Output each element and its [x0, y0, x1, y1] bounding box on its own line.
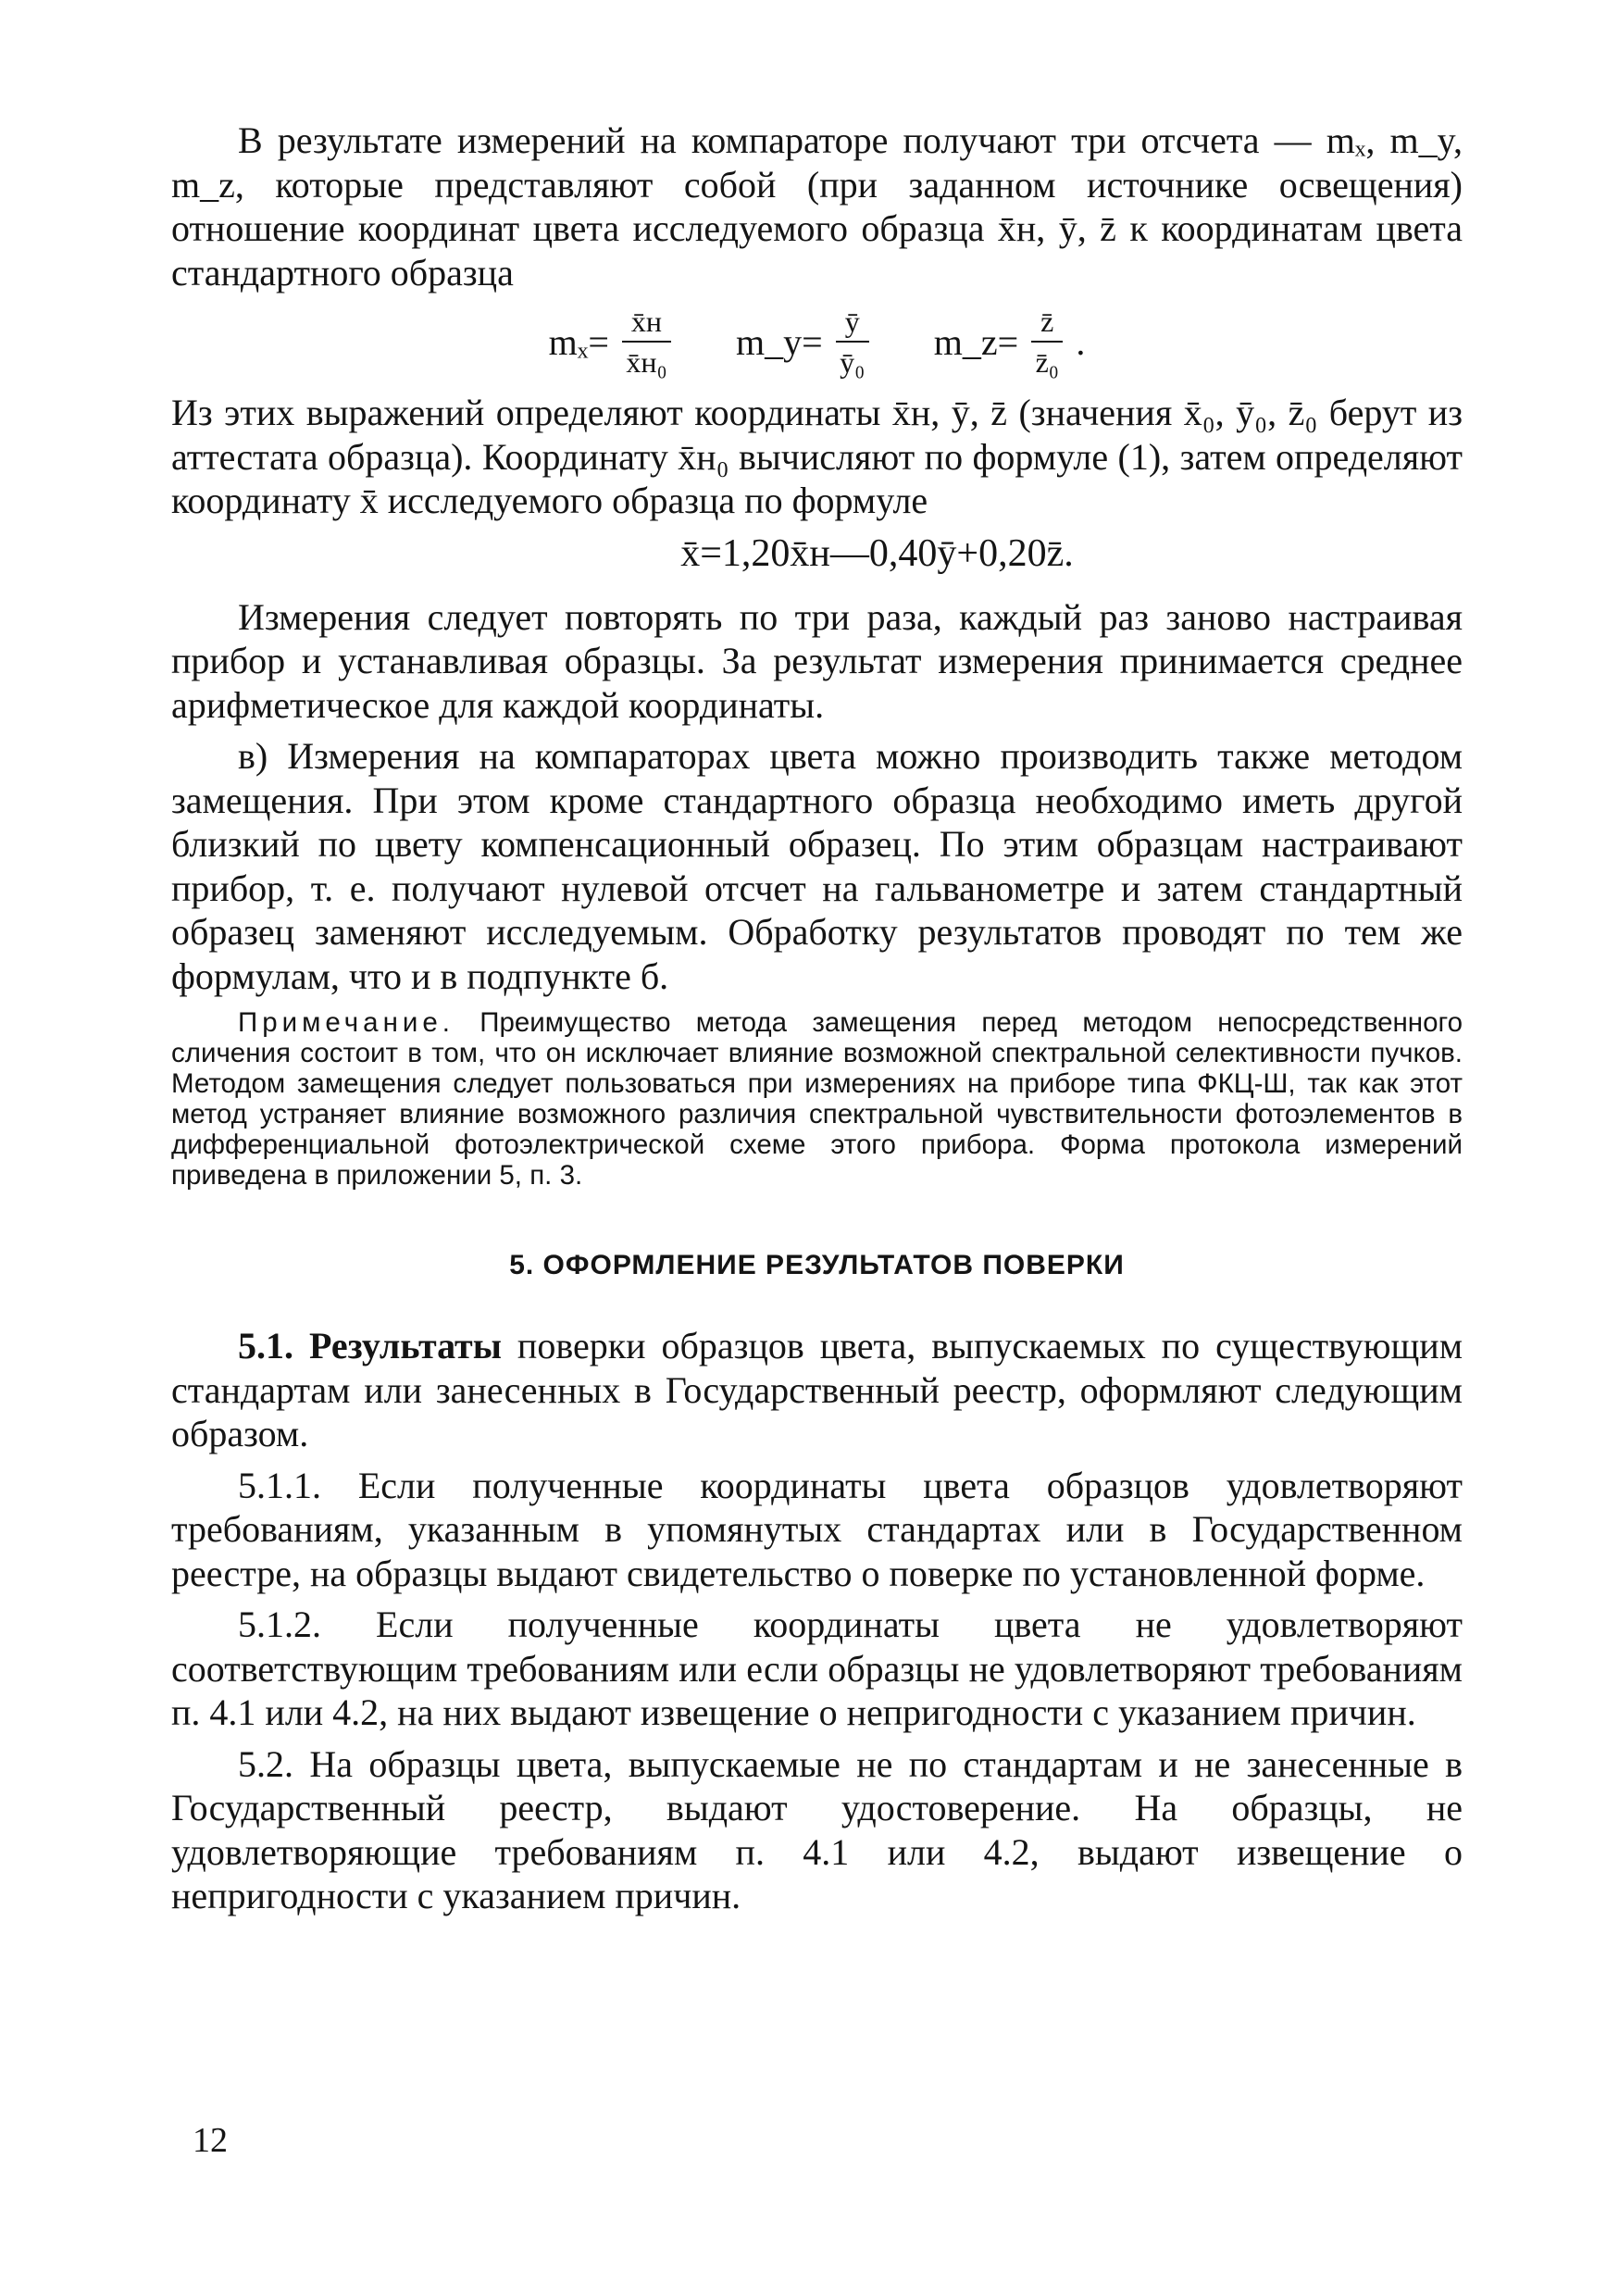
formula-mx-left: mₓ=: [548, 320, 609, 363]
fraction-mz: [1031, 304, 1063, 380]
paragraph-repeat: Измерения следует повторять по три раза, каждый раз заново настраивая прибор и устанавливая образцы. За результат измерения принимается среднее арифметическое для каждой координаты.: [171, 595, 1463, 726]
fraction-my-numerator: ȳ: [836, 304, 869, 343]
paragraph-derive: Из этих выражений определяют координаты x̄н, ȳ, z̄ (значения x̄₀, ȳ₀, z̄₀ берут из аттестата образца). Координату x̄н₀ вычисляют по формуле (1), затем определяют координату x̄ исследуемого образца по формуле: [171, 392, 1463, 521]
note-label: Примечание.: [238, 1007, 455, 1038]
paragraph-5-1-1: 5.1.1. Если полученные координаты цвета образцов удовлетворяют требованиям, указанным в упомянутых стандартах или в Государственном реестре, на образцы выдают свидетельство о поверке по установленной форме.: [171, 1464, 1463, 1594]
formula-mz-left: m_z=: [933, 320, 1019, 363]
formula-end-dot: .: [1076, 320, 1086, 363]
formula-mx: [549, 304, 671, 380]
fraction-mx: [622, 304, 671, 380]
page-number: 12: [193, 2121, 228, 2160]
fraction-mx-numerator: x̄н: [622, 304, 671, 343]
paragraph-method-v: в) Измерения на компараторах цвета можно производить также методом замещения. При этом кроме стандартного образца необходимо иметь другой близкий по цвету компенсационный образец. По этим образцам настраивают прибор, т. е. получают нулевой отсчет на гальванометре и затем стандартный образец заменяют исследуемым. Обработку результатов проводят по тем же формулам, что и в подпункте б.: [171, 735, 1463, 997]
formula-mz: [934, 304, 1086, 380]
fraction-mx-denominator: x̄н₀: [626, 345, 667, 379]
note: [171, 1007, 1463, 1191]
paragraph-intro: В результате измерений на компараторе получают три отсчета — mₓ, m_y, m_z, которые представляют собой (при заданном источнике освещения) отношение координат цвета исследуемого образца x̄н, ȳ, z̄ к координатам цвета стандартного образца: [171, 119, 1463, 293]
formula-my-left: m_y=: [736, 320, 823, 363]
formula-my: [736, 304, 869, 380]
paragraph-5-1: [171, 1324, 1463, 1456]
fraction-my: [836, 304, 869, 380]
fraction-my-denominator: ȳ₀: [840, 345, 866, 379]
ratio-formulas: [171, 304, 1463, 380]
paragraph-5-1-text: поверки образцов цвета, выпускаемых по существующим стандартам или занесенных в Государственный реестр, оформляют следующим образом.: [171, 1325, 1463, 1454]
paragraph-5-1-lead: 5.1. Результаты: [238, 1325, 502, 1366]
fraction-mz-denominator: z̄₀: [1035, 345, 1059, 379]
section-title: 5. ОФОРМЛЕНИЕ РЕЗУЛЬТАТОВ ПОВЕРКИ: [509, 1250, 1125, 1280]
document-page: [171, 119, 1463, 1918]
formula-x: x̄=1,20x̄н—0,40ȳ+0,20z̄.: [680, 531, 1074, 575]
fraction-mz-numerator: z̄: [1031, 304, 1063, 343]
note-text: Преимущество метода замещения перед методом непосредственного сличения состоит в том, что он исключает влияние возможной спектральной селективности пучков. Методом замещения следует пользоваться при измерениях на приборе типа ФКЦ-Ш, так как этот метод устраняет влияние возможного различия спектральной чувствительности фотоэлементов в дифференциальной фотоэлектрической схеме этого прибора. Форма протокола измерений приведена в приложении 5, п. 3.: [171, 1007, 1463, 1191]
paragraph-5-1-2: 5.1.2. Если полученные координаты цвета не удовлетворяют соответствующим требованиям или если образцы не удовлетворяют требованиям п. 4.1 или 4.2, на них выдают извещение о непригодности с указанием причин.: [171, 1603, 1463, 1733]
paragraph-5-2: 5.2. На образцы цвета, выпускаемые не по стандартам и не занесенные в Государственный реестр, выдают удостоверение. На образцы, не удовлетворяющие требованиям п. 4.1 или 4.2, выдают извещение о непригодности с указанием причин.: [171, 1742, 1463, 1916]
